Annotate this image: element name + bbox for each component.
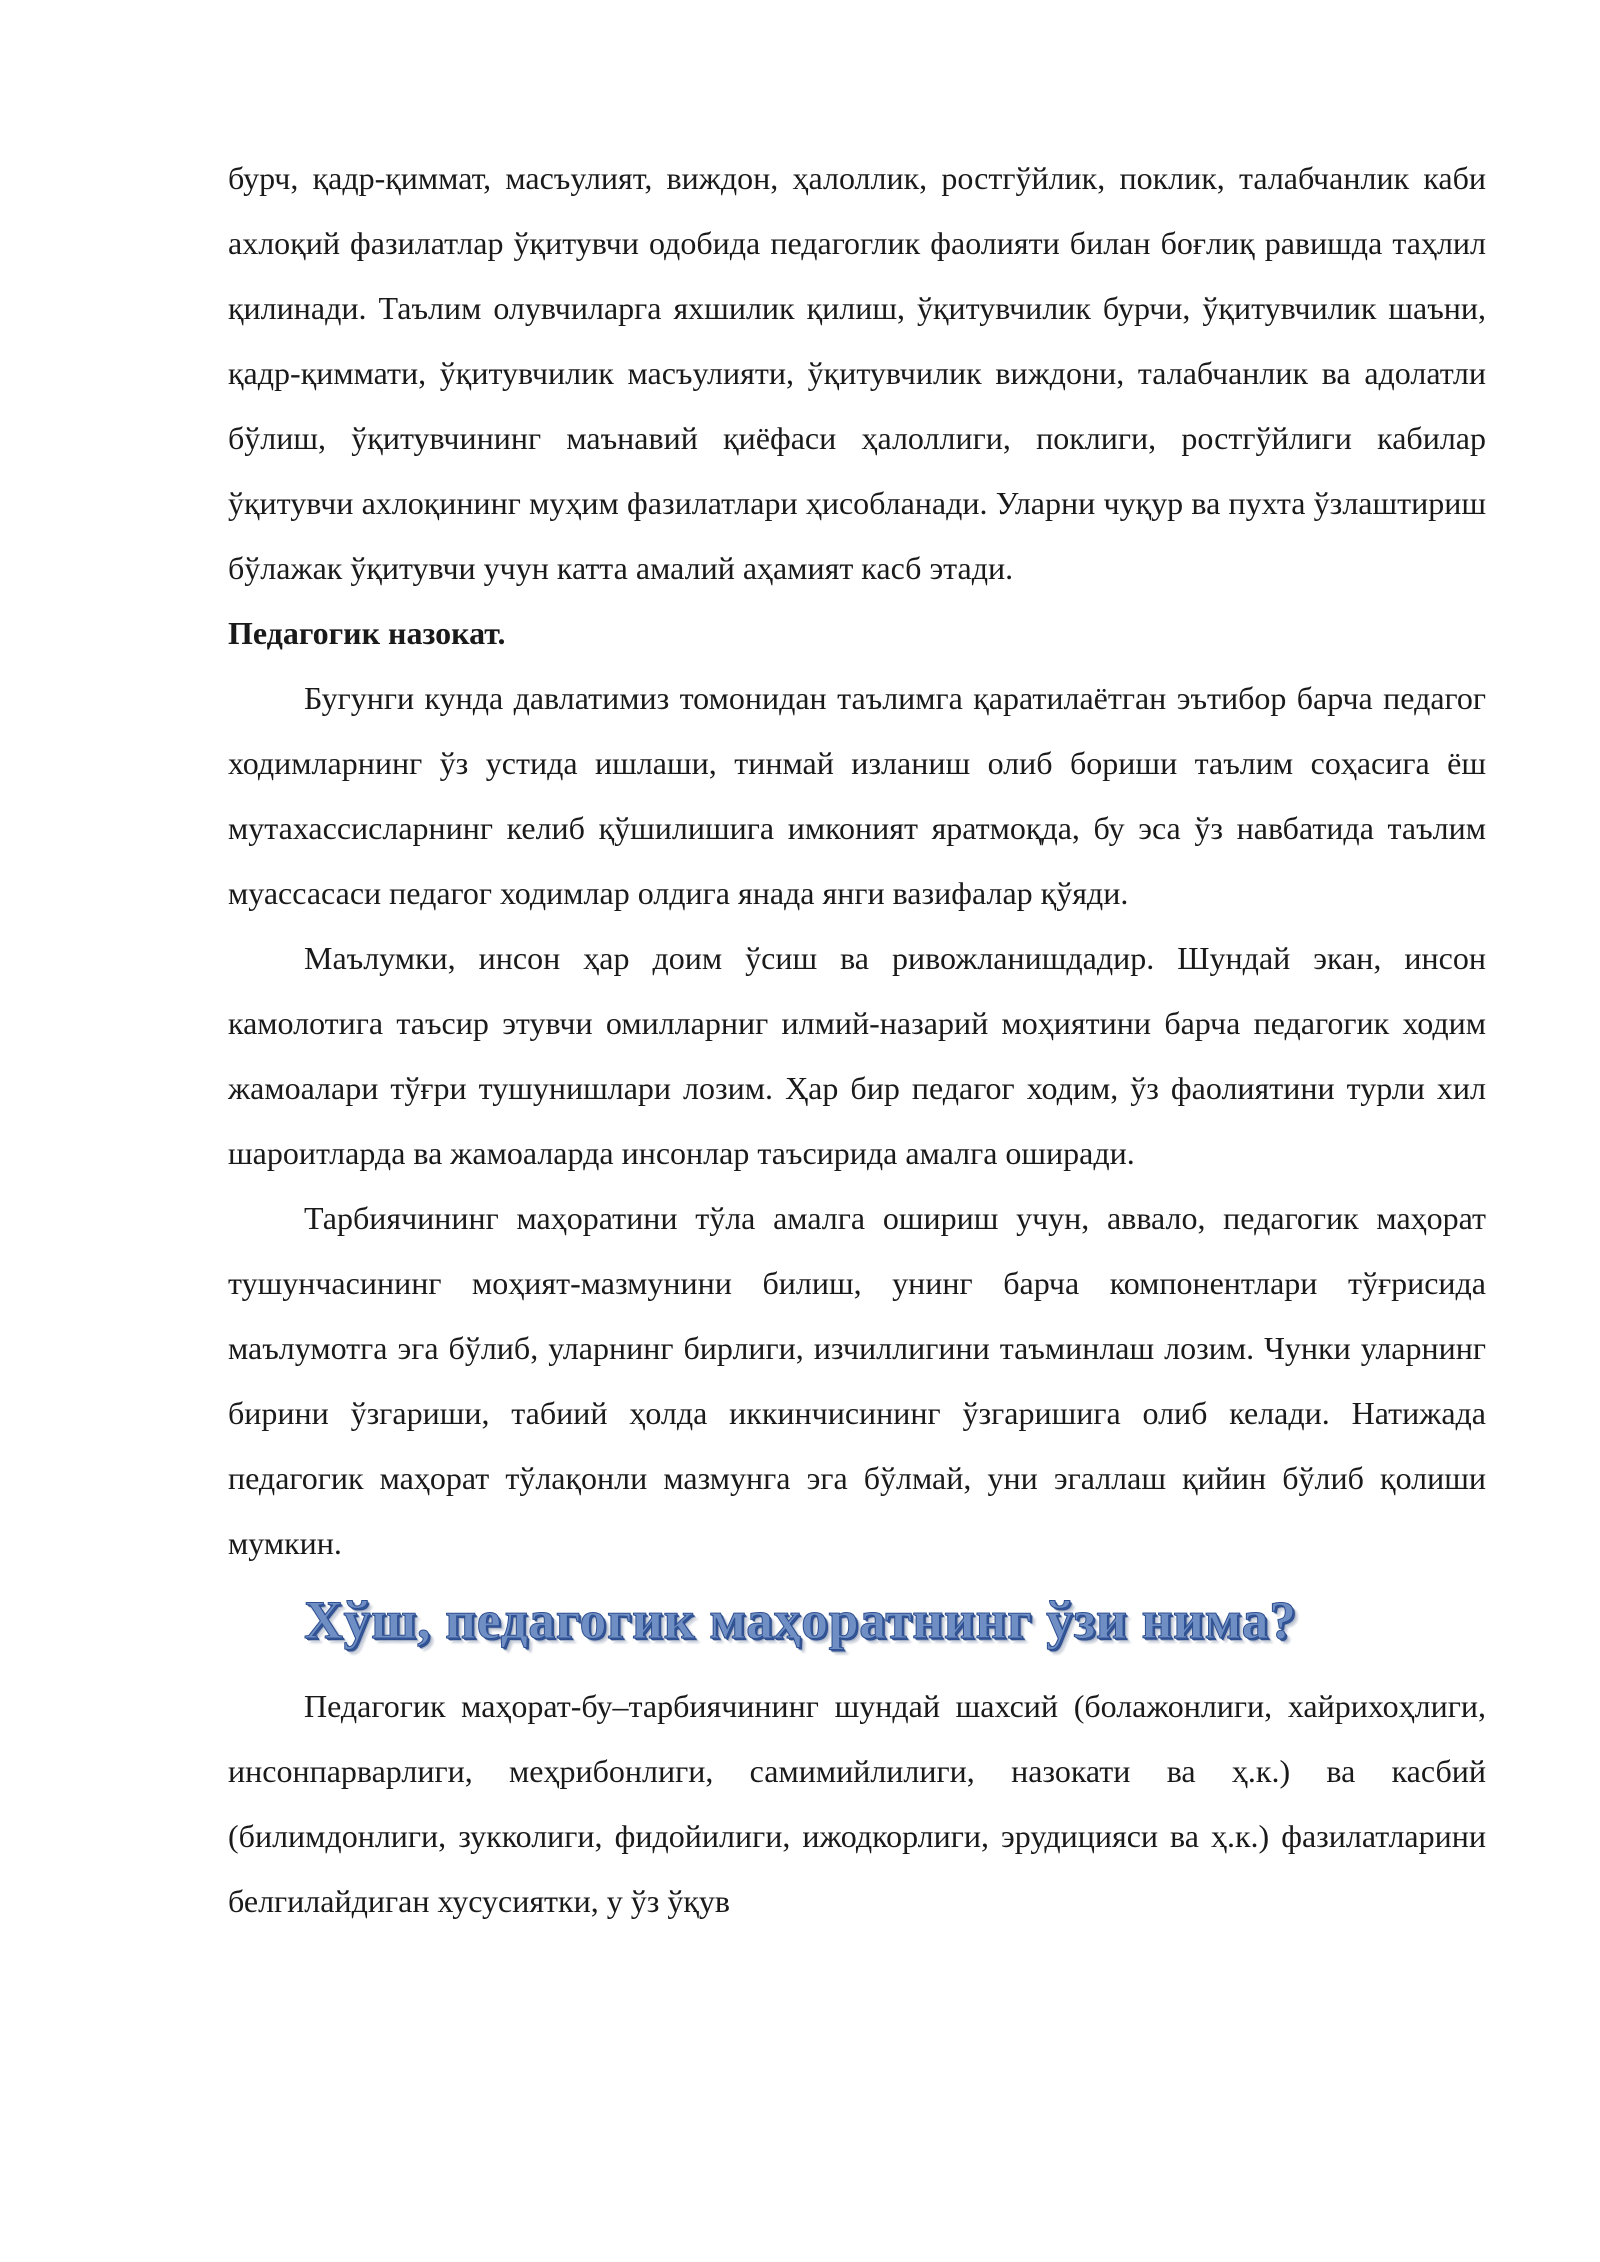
paragraph: Бугунги кунда давлатимиз томонидан таълимга қаратилаётган эътибор барча педагог ходимларнинг ўз устида ишлаши, тинмай изланиш олиб бориши таълим соҳасига ёш мутахассисларнинг келиб қўшилишига имконият яратмоқда, бу эса ўз навбатида таълим муассасаси педагог ходимлар олдига янада янги вазифалар қўяди. [228,680,1486,911]
paragraph: Педагогик маҳорат-бу–тарбиячининг шундай шахсий (болажонлиги, хайрихоҳлиги, инсонпарварлиги, меҳрибонлиги, самимийлилиги, назокати ва ҳ.к.) ва касбий (билимдонлиги, зукколиги, фидойилиги, ижодкорлиги, эрудицияси ва ҳ.к.) фазилатларини белгилайдиган хусусиятки, у ўз ўқув [228,1688,1486,1919]
paragraph-continuation: бурч, қадр-қиммат, масъулият, виждон, ҳалоллик, ростгўйлик, поклик, талабчанлик каби ахлоқий фазилатлар ўқитувчи одобида педагоглик фаолияти билан боғлиқ равишда таҳлил қилинади. Таълим олувчиларга яхшилик қилиш, ўқитувчилик бурчи, ўқитувчилик шаъни, қадр-қиммати, ўқитувчилик масъулияти, ўқитувчилик виждони, талабчанлик ва адолатли бўлиш, ўқитувчининг маънавий қиёфаси ҳалоллиги, поклиги, ростгўйлиги кабилар ўқитувчи ахлоқининг муҳим фазилатлари ҳисобланади. Уларни чуқур ва пухта ўзлаштириш бўлажак ўқитувчи учун катта амалий аҳамият касб этади. [228,160,1486,586]
paragraph: Маълумки, инсон ҳар доим ўсиш ва ривожланишдадир. Шундай экан, инсон камолотига таъсир этувчи омилларниг илмий-назарий моҳиятини барча педагогик ходим жамоалари тўғри тушунишлари лозим. Ҳар бир педагог ходим, ўз фаолиятини турли хил шароитларда ва жамоаларда инсонлар таъсирида амалга оширади. [228,940,1486,1171]
paragraph: Тарбиячининг маҳоратини тўла амалга ошириш учун, аввало, педагогик маҳорат тушунчасининг моҳият-мазмунини билиш, унинг барча компонентлари тўғрисида маълумотга эга бўлиб, уларнинг бирлиги, изчиллигини таъминлаш лозим. Чунки уларнинг бирини ўзгариши, табиий ҳолда иккинчисининг ўзгаришига олиб келади. Натижада педагогик маҳорат тўлақонли мазмунга эга бўлмай, уни эгаллаш қийин бўлиб қолиши мумкин. [228,1200,1486,1561]
document-body [228,146,1486,1934]
section-heading: Педагогик назокат. [228,615,506,651]
wordart-heading: Хўш, педагогик маҳоратнинг ўзи нима? [304,1590,1297,1650]
